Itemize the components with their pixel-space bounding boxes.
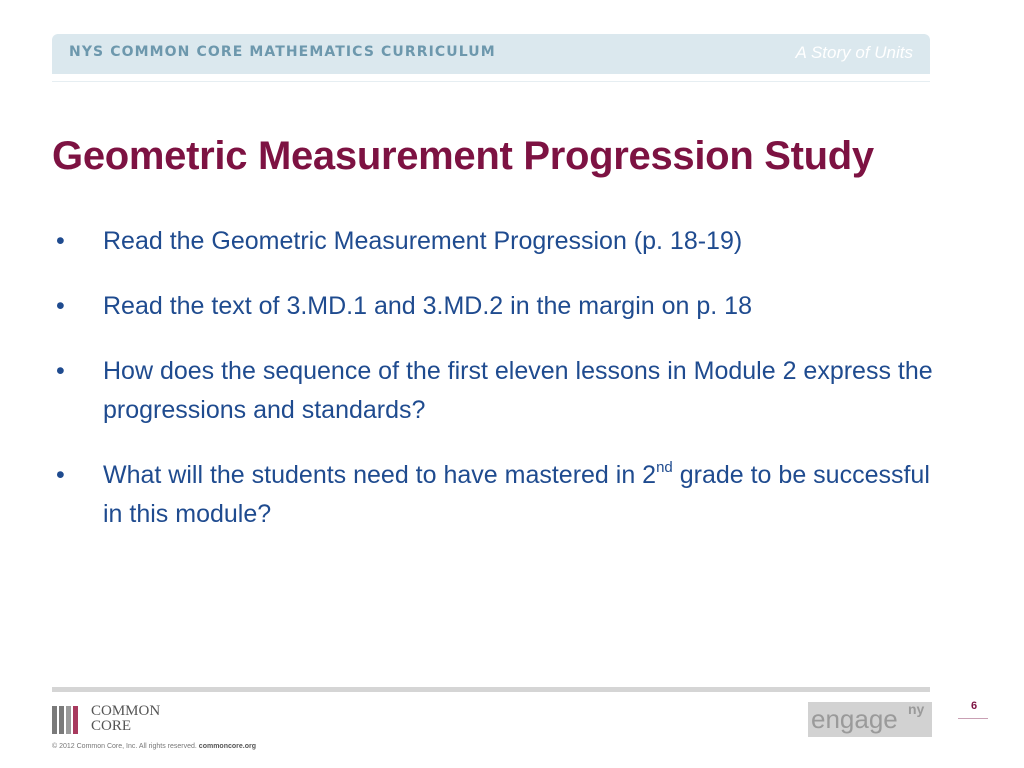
engageny-logo <box>808 702 932 737</box>
header-divider <box>52 81 930 82</box>
header-band <box>52 34 930 74</box>
engage-ny-superscript: ny <box>908 701 925 717</box>
bullet-marker: • <box>56 357 65 385</box>
bullet-text: How does the sequence of the first eleven lessons in Module 2 express the progressions and standards? <box>103 357 933 424</box>
copyright-text: © 2012 Common Core, Inc. All rights reserved. <box>52 743 197 750</box>
bullet-text-after: grade to be successful in this module? <box>103 461 930 528</box>
bullet-text-before: What will the students need to have mastered in 2 <box>103 461 657 489</box>
bullet-text: Read the text of 3.MD.1 and 3.MD.2 in the margin on p. 18 <box>103 292 752 320</box>
logo-line-2: CORE <box>91 718 132 734</box>
logo-line-1: COMMON <box>91 703 161 719</box>
bullet-marker: • <box>56 461 65 489</box>
common-core-bars-icon <box>52 706 84 734</box>
engage-wordmark: engage <box>811 704 898 734</box>
copyright-site: commoncore.org <box>198 743 256 750</box>
bullet-list <box>52 222 952 560</box>
copyright-notice <box>52 743 256 750</box>
bullet-item <box>52 287 952 326</box>
bullet-marker: • <box>56 292 65 320</box>
page-number: 6 <box>970 700 978 712</box>
common-core-wordmark <box>91 704 160 734</box>
ordinal-superscript: nd <box>656 459 673 476</box>
bullet-marker: • <box>56 227 65 255</box>
bullet-item <box>52 352 952 430</box>
page-number-underline <box>958 718 988 719</box>
bullet-item <box>52 222 952 261</box>
bullet-item <box>52 456 952 534</box>
tagline: A Story of Units <box>795 43 913 62</box>
curriculum-label: NYS COMMON CORE MATHEMATICS CURRICULUM <box>69 44 496 60</box>
slide-title: Geometric Measurement Progression Study <box>52 134 874 178</box>
bullet-text: Read the Geometric Measurement Progression (p. 18-19) <box>103 227 743 255</box>
footer-divider <box>52 687 930 692</box>
